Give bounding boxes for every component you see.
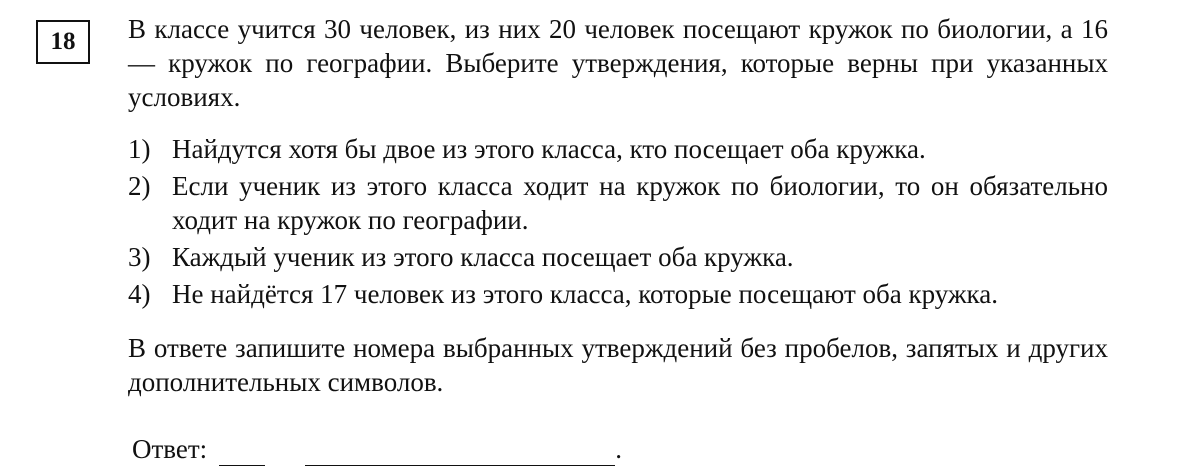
answer-instruction: В ответе запишите номера выбранных утверждений без пробелов, запятых и других дополнительных символов.	[128, 333, 1108, 397]
answer-blank[interactable]	[305, 441, 615, 466]
option-number: 2)	[128, 171, 151, 201]
option-item	[128, 169, 1108, 237]
task-content	[128, 12, 1108, 399]
option-text: Не найдётся 17 человек из этого класса, которые посещают оба кружка.	[172, 279, 998, 309]
answer-row	[132, 432, 622, 466]
option-number: 1)	[128, 134, 151, 164]
answer-blank-short[interactable]	[219, 441, 265, 466]
option-number: 4)	[128, 279, 151, 309]
task-number: 18	[50, 28, 76, 55]
option-item	[128, 132, 1108, 166]
option-text: Если ученик из этого класса ходит на кружок по биологии, то он обязательно ходит на кружок по географии.	[172, 171, 1108, 235]
option-item	[128, 240, 1108, 274]
option-number: 3)	[128, 242, 151, 272]
task-stem: В классе учится 30 человек, из них 20 человек посещают кружок по биологии, а 16 — кружок по географии. Выберите утверждения, которые верны при указанных условиях.	[128, 14, 1108, 112]
task-number-box	[36, 20, 90, 64]
option-item	[128, 277, 1108, 311]
option-text: Каждый ученик из этого класса посещает оба кружка.	[172, 242, 794, 272]
answer-period: .	[615, 434, 622, 464]
option-text: Найдутся хотя бы двое из этого класса, кто посещает оба кружка.	[172, 134, 926, 164]
options-list	[128, 132, 1108, 311]
answer-label: Ответ:	[132, 434, 208, 464]
